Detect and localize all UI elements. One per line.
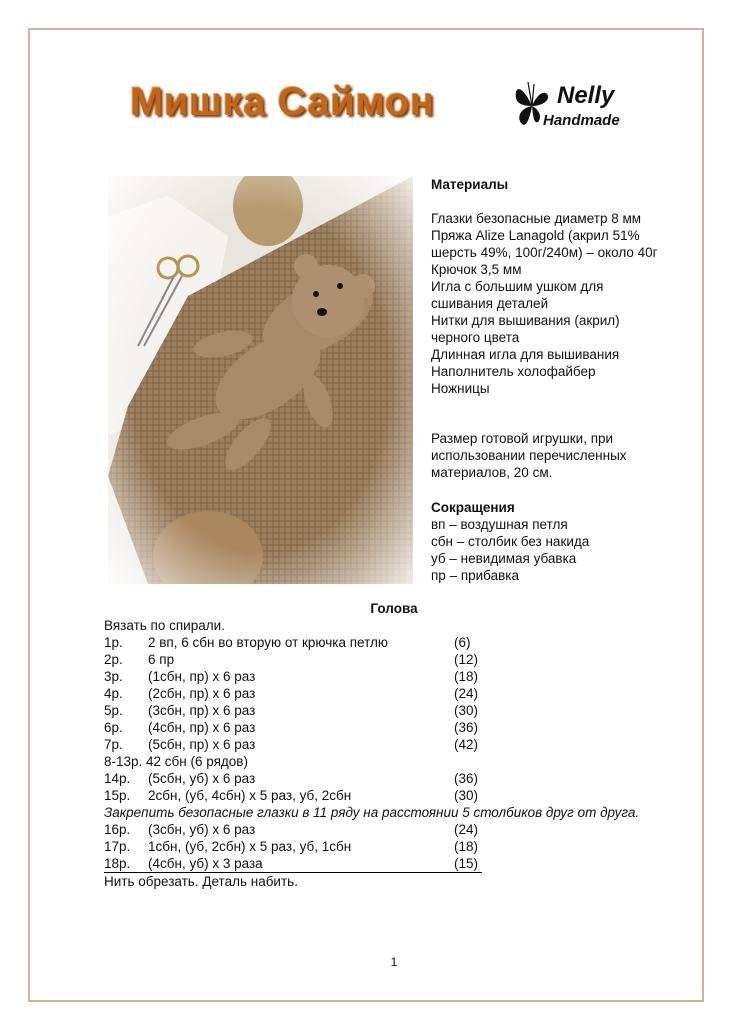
row-number: 4р. (104, 686, 123, 701)
pattern-row (104, 770, 664, 787)
pattern-row (104, 634, 664, 651)
row-text: (4сбн, уб) х 3 раза (148, 856, 263, 871)
materials-line: Игла с большим ушком для (431, 279, 604, 294)
abbreviation-line: сбн – столбик без накида (431, 534, 590, 549)
materials-line: Ножницы (431, 381, 490, 396)
pattern-intro: Вязать по спирали. (104, 618, 225, 633)
row-text: (1сбн, пр) х 6 раз (148, 669, 256, 684)
pattern-row (104, 651, 664, 668)
logo-line2: Handmade (543, 112, 620, 129)
row-number: 18р. (104, 856, 131, 871)
pattern-row (104, 685, 664, 702)
row-count: (36) (454, 720, 479, 735)
pattern-row (104, 753, 664, 770)
row-text: 2 вп, 6 сбн во вторую от крючка петлю (148, 635, 389, 650)
row-number: 6р. (104, 720, 123, 735)
row-number: 17р. (104, 839, 131, 854)
row-count: (36) (454, 771, 479, 786)
section-heading-head: Голова (370, 601, 418, 616)
page-title: Мишка Саймон (130, 80, 435, 124)
page-number: 1 (390, 955, 398, 969)
abbreviation-line: пр – прибавка (431, 568, 520, 583)
abbreviations-heading: Сокращения (431, 500, 515, 515)
row-text: (5сбн, пр) х 6 раз (148, 737, 256, 752)
pattern-row (104, 787, 664, 804)
row-number: 16р. (104, 822, 131, 837)
size-line: материалов, 20 см. (431, 465, 553, 480)
size-line: использовании перечисленных (431, 448, 627, 463)
pattern-row (104, 719, 664, 736)
row-count: (18) (454, 669, 479, 684)
pattern-row (104, 702, 664, 719)
finished-size (431, 430, 691, 481)
bear-photo (108, 176, 413, 584)
head-pattern (104, 617, 664, 890)
row-number: 1р. (104, 635, 123, 650)
materials-line: Наполнитель холофайбер (431, 364, 596, 379)
materials-line: шерсть 49%, 100г/240м) – около 40г (431, 245, 658, 260)
row-number: 2р. (104, 652, 123, 667)
row-number: 7р. (104, 737, 123, 752)
row-text: 6 пр (148, 652, 175, 667)
row-number: 8-13р. 42 сбн (6 рядов) (104, 754, 248, 769)
row-text: (3сбн, уб) х 6 раз (148, 822, 256, 837)
row-count: (6) (454, 635, 471, 650)
pattern-outro: Нить обрезать. Деталь набить. (104, 874, 298, 889)
row-text: (3сбн, пр) х 6 раз (148, 703, 256, 718)
logo-line1: Nelly (557, 82, 615, 109)
row-count: (18) (454, 839, 479, 854)
materials-section (431, 176, 691, 397)
abbreviation-line: уб – невидимая убавка (431, 551, 577, 566)
abbreviations-section (431, 499, 691, 584)
row-number: 5р. (104, 703, 123, 718)
row-text: (5сбн, уб) х 6 раз (148, 771, 256, 786)
size-line: Размер готовой игрушки, при (431, 431, 614, 446)
pattern-row (104, 668, 664, 685)
row-count: (42) (454, 737, 479, 752)
pattern-row (104, 838, 664, 855)
row-text: (2сбн, пр) х 6 раз (148, 686, 256, 701)
pattern-row (104, 736, 664, 753)
row-count: (15) (454, 856, 479, 871)
materials-line: Пряжа Alize Lanagold (акрил 51% (431, 228, 640, 243)
materials-line: Крючок 3,5 мм (431, 262, 522, 277)
row-number: 14р. (104, 771, 131, 786)
row-text: 2сбн, (уб, 4сбн) х 5 раз, уб, 2сбн (148, 788, 352, 803)
materials-line: Нитки для вышивания (акрил) (431, 313, 620, 328)
row-count: (24) (454, 822, 479, 837)
nelly-handmade-logo (512, 76, 662, 136)
pattern-row (104, 855, 482, 873)
materials-line: Длинная игла для вышивания (431, 347, 620, 362)
pattern-note: Закрепить безопасные глазки в 11 ряду на расстоянии 5 столбиков друг от друга. (104, 805, 640, 820)
materials-line: черного цвета (431, 330, 520, 345)
materials-heading: Материалы (431, 177, 509, 192)
row-count: (12) (454, 652, 479, 667)
materials-line: Глазки безопасные диаметр 8 мм (431, 211, 642, 226)
materials-line: сшивания деталей (431, 296, 549, 311)
row-count: (24) (454, 686, 479, 701)
row-number: 3р. (104, 669, 123, 684)
row-count: (30) (454, 703, 479, 718)
abbreviation-line: вп – воздушная петля (431, 517, 568, 532)
row-count: (30) (454, 788, 479, 803)
row-number: 15р. (104, 788, 131, 803)
row-text: 1сбн, (уб, 2сбн) х 5 раз, уб, 1сбн (148, 839, 352, 854)
row-text: (4сбн, пр) х 6 раз (148, 720, 256, 735)
pattern-row (104, 821, 664, 838)
